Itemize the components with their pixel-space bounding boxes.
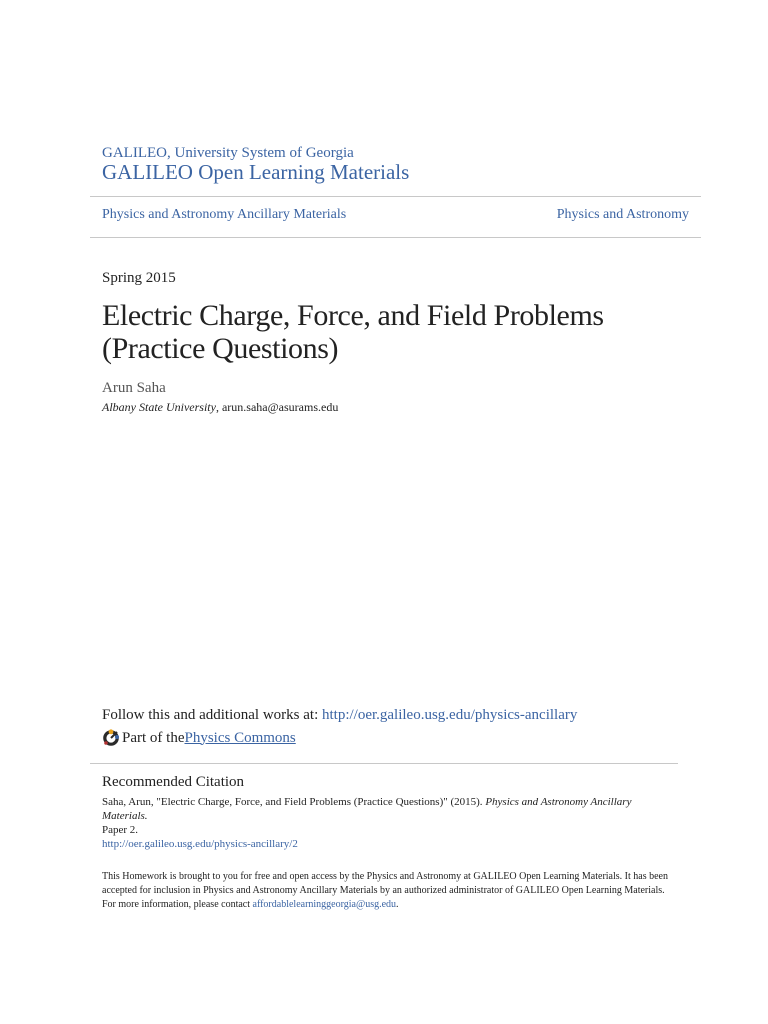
follow-url-link[interactable]: http://oer.galileo.usg.edu/physics-ancillary — [321, 707, 578, 723]
nav-divider — [90, 237, 701, 238]
author-affiliation — [102, 400, 338, 415]
top-divider — [90, 196, 701, 197]
physics-commons-link[interactable]: Physics Commons — [184, 729, 296, 746]
publication-date: Spring 2015 — [102, 270, 176, 286]
author-name: Arun Saha — [102, 380, 166, 396]
organization-name: GALILEO, University System of Georgia — [102, 145, 354, 161]
part-of-label: Part of the — [122, 729, 185, 746]
notice-text: This Homework is brought to you for free and open access by the Physics and Astronomy at GALILEO Open Learning Materials. It has been accepted for inclusion in Physics and Astronomy Ancillary Materials by an authorized administrator of GALILEO Open Learning Materials. For more information, please contact — [102, 871, 668, 910]
notice-end: . — [396, 899, 399, 910]
citation-body — [102, 795, 672, 851]
part-of-line — [102, 729, 296, 747]
citation-paper-number: Paper 2. — [102, 824, 139, 836]
citation-url-link[interactable]: http://oer.galileo.usg.edu/physics-ancillary/2 — [102, 838, 298, 850]
follow-label: Follow this and additional works at: — [102, 707, 322, 723]
collection-link[interactable]: Physics and Astronomy Ancillary Materials — [102, 207, 347, 222]
citation-heading: Recommended Citation — [102, 774, 245, 790]
follow-line — [102, 707, 577, 724]
citation-divider — [90, 763, 678, 764]
citation-series: Physics and Astronomy Ancillary Materials. — [102, 796, 632, 822]
institution-name: Albany State University — [102, 400, 216, 414]
citation-text: Saha, Arun, "Electric Charge, Force, and Field Problems (Practice Questions)" (2015). — [102, 796, 486, 808]
paper-title: Electric Charge, Force, and Field Problems (Practice Questions) — [102, 299, 604, 365]
contact-email-link[interactable]: affordablelearninggeorgia@usg.edu — [252, 899, 397, 910]
portal-name[interactable]: GALILEO Open Learning Materials — [102, 160, 410, 184]
network-commons-icon — [102, 729, 120, 747]
department-link[interactable]: Physics and Astronomy — [556, 207, 689, 222]
access-notice — [102, 870, 672, 912]
author-email: , arun.saha@asurams.edu — [215, 400, 339, 414]
